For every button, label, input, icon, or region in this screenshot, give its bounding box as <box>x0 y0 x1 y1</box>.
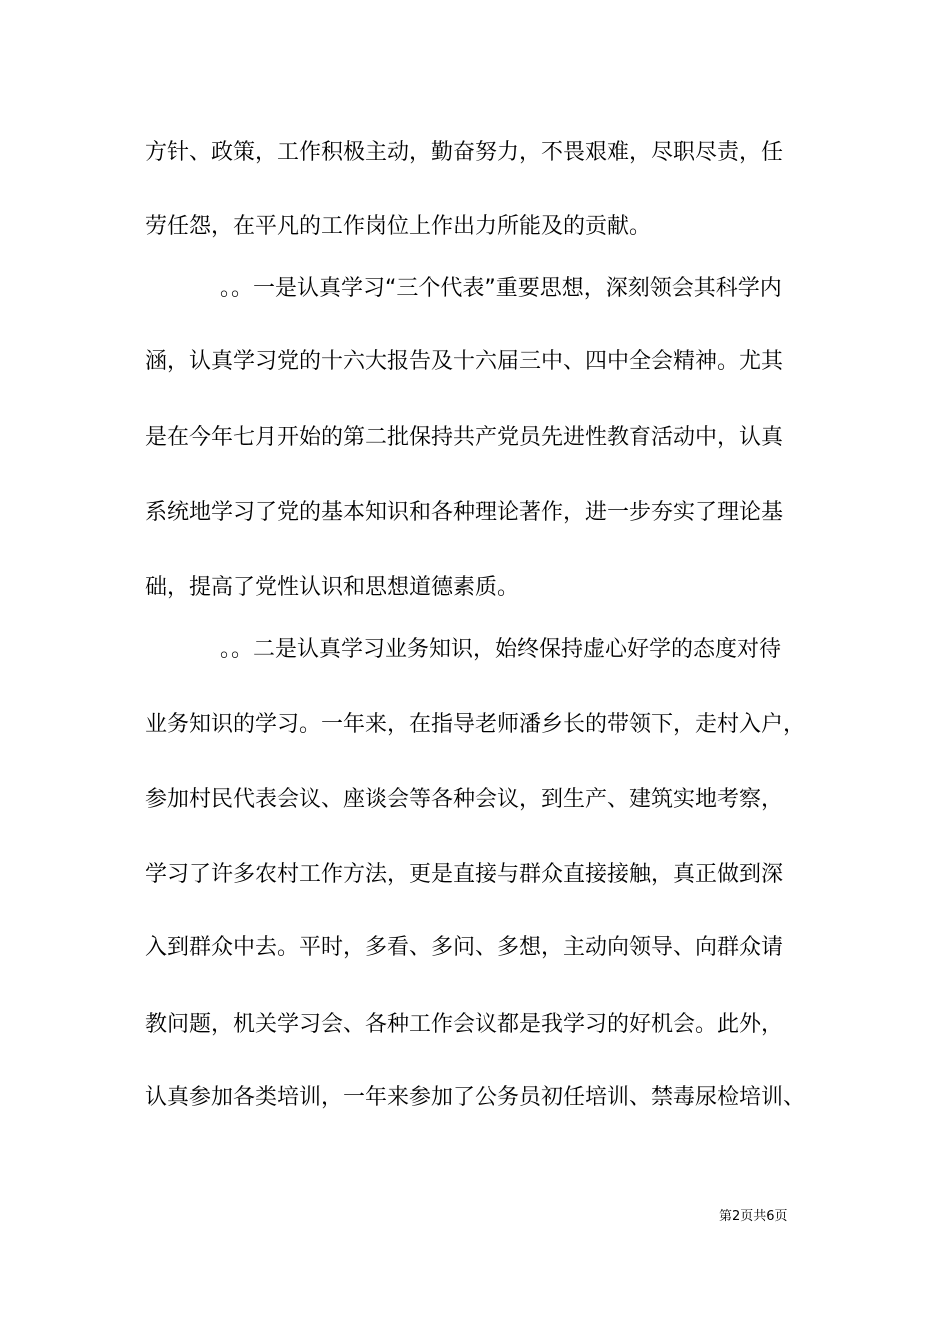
paragraph-start-line: 。。二是认真学习业务知识，始终保持虚心好学的态度对待 <box>220 637 782 662</box>
text-line: 劳任怨，在平凡的工作岗位上作出力所能及的贡献。 <box>145 214 652 239</box>
text-line: 是在今年七月开始的第二批保持共产党员先进性教育活动中，认真 <box>145 425 784 450</box>
text-line: 方针、政策，工作积极主动，勤奋努力，不畏艰难，尽职尽责，任 <box>145 140 784 165</box>
text-line: 认真参加各类培训，一年来参加了公务员初任培训、禁毒尿检培训、 <box>145 1085 806 1110</box>
text-line: 涵，认真学习党的十六大报告及十六届三中、四中全会精神。尤其 <box>145 349 784 374</box>
text-line: 参加村民代表会议、座谈会等各种会议，到生产、建筑实地考察， <box>145 787 784 812</box>
text-line: 教问题，机关学习会、各种工作会议都是我学习的好机会。此外， <box>145 1012 784 1037</box>
text-line: 业务知识的学习。一年来，在指导老师潘乡长的带领下，走村入户， <box>145 712 806 737</box>
text-line: 入到群众中去。平时，多看、多问、多想，主动向领导、向群众请 <box>145 935 784 960</box>
text-line: 学习了许多农村工作方法，更是直接与群众直接接触，真正做到深 <box>145 862 784 887</box>
text-line: 础，提高了党性认识和思想道德素质。 <box>145 575 520 600</box>
page-number: 第2页共6页 <box>719 1209 788 1224</box>
text-line: 系统地学习了党的基本知识和各种理论著作，进一步夯实了理论基 <box>145 500 784 525</box>
paragraph-start-line: 。。一是认真学习“三个代表”重要思想，深刻领会其科学内 <box>220 276 782 301</box>
